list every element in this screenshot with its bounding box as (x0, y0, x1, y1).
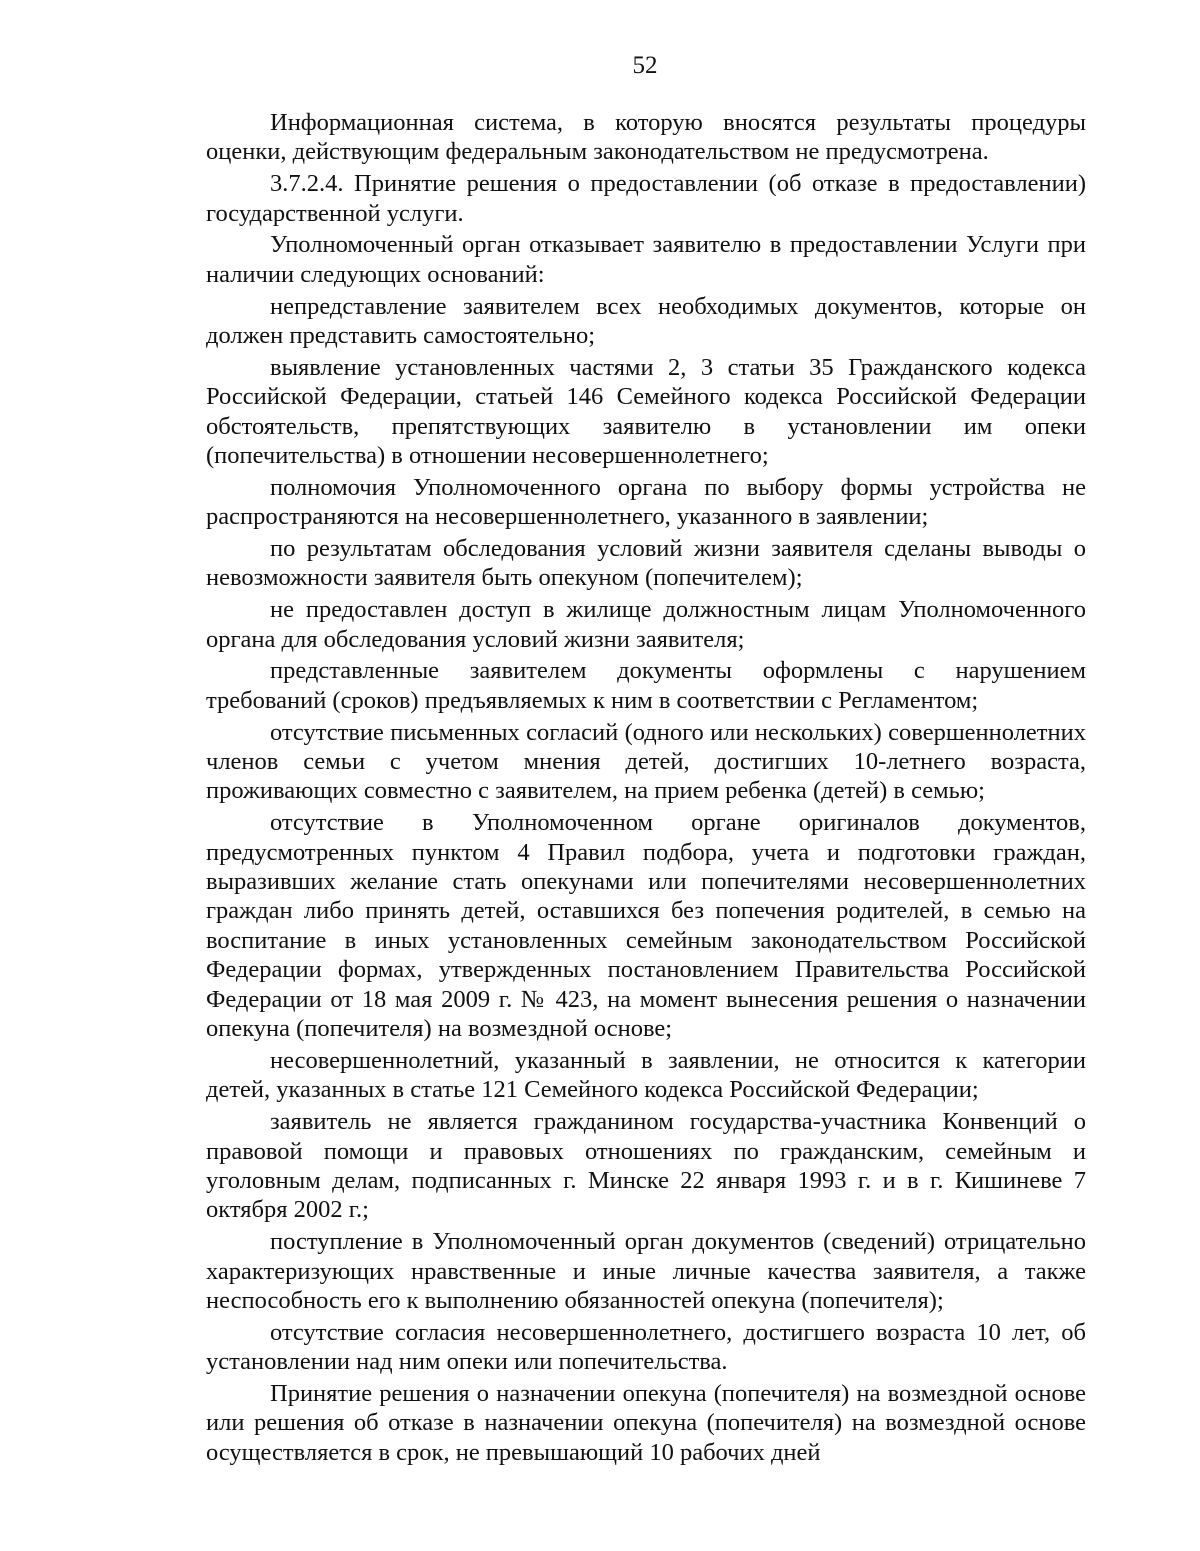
paragraph-decision-term: Принятие решения о назначении опекуна (попечителя) на возмездной основе или решения об отказе в назначении опекуна (попечителя) на возмездной основе осуществляется в срок, не превышающий 10 рабочих дней (206, 1379, 1086, 1466)
paragraph-ground-authority: полномочия Уполномоченного органа по выбору формы устройства не распространяются на несовершеннолетнего, указанного в заявлении; (206, 473, 1086, 531)
paragraph-ground-documents: непредставление заявителем всех необходимых документов, которые он должен представить самостоятельно; (206, 292, 1086, 350)
paragraph-ground-consents: отсутствие письменных согласий (одного или нескольких) совершеннолетних членов семьи с учетом мнения детей, достигших 10-летнего возраста, проживающих совместно с заявителем, на прием ребенка (детей) в семью; (206, 718, 1086, 805)
page-number: 52 (632, 52, 658, 79)
paragraph-refusal-intro: Уполномоченный орган отказывает заявителю в предоставлении Услуги при наличии следующих оснований: (206, 231, 1086, 288)
paragraph-ground-citizenship: заявитель не является гражданином государства-участника Конвенций о правовой помощи и правовых отношениях по гражданским, семейным и уголовным делам, подписанных г. Минске 22 января 1993 г. и в г. Кишиневе 7 октября 2002 г.; (206, 1108, 1086, 1224)
paragraph-ground-access: не предоставлен доступ в жилище должностным лицам Уполномоченного органа для обследования условий жизни заявителя; (206, 596, 1086, 653)
paragraph-ground-negative-info: поступление в Уполномоченный орган документов (сведений) отрицательно характеризующих нравственные и иные личные качества заявителя, а также неспособность его к выполнению обязанностей опекуна (попечителя); (206, 1228, 1086, 1314)
paragraph-ground-category: несовершеннолетний, указанный в заявлении, не относится к категории детей, указанных в статье 121 Семейного кодекса Российской Федерации; (206, 1046, 1086, 1104)
paragraph-ground-civil-code: выявление установленных частями 2, 3 статьи 35 Гражданского кодекса Российской Федерации, статьей 146 Семейного кодекса Российской Федерации обстоятельств, препятствующих заявителю в установлении им опеки (попечительства) в отношении несовершеннолетнего; (206, 353, 1086, 470)
paragraph-ground-inspection: по результатам обследования условий жизни заявителя сделаны выводы о невозможности заявителя быть опекуном (попечителем); (206, 535, 1086, 592)
paragraph-info-system: Информационная система, в которую вносятся результаты процедуры оценки, действующим федеральным законодательством не предусмотрена. (206, 109, 1086, 166)
paragraph-section-heading: 3.7.2.4. Принятие решения о предоставлении (об отказе в предоставлении) государственной услуги. (206, 170, 1086, 227)
paragraph-ground-violations: представленные заявителем документы оформлены с нарушением требований (сроков) предъявляемых к ним в соответствии с Регламентом; (206, 657, 1086, 714)
paragraph-ground-originals: отсутствие в Уполномоченном органе оригиналов документов, предусмотренных пунктом 4 Правил подбора, учета и подготовки граждан, выразивших желание стать опекунами или попечителями несовершеннолетних граждан либо принять детей, оставшихся без попечения родителей, в семью на воспитание в иных установленных семейным законодательством Российской Федерации формах, утвержденных постановлением Правительства Российской Федерации от 18 мая 2009 г. № 423, на момент вынесения решения о назначении опекуна (попечителя) на возмездной основе; (206, 809, 1086, 1043)
paragraph-ground-minor-consent: отсутствие согласия несовершеннолетнего, достигшего возраста 10 лет, об установлении над ним опеки или попечительства. (206, 1318, 1086, 1376)
document-body (206, 108, 1086, 1470)
